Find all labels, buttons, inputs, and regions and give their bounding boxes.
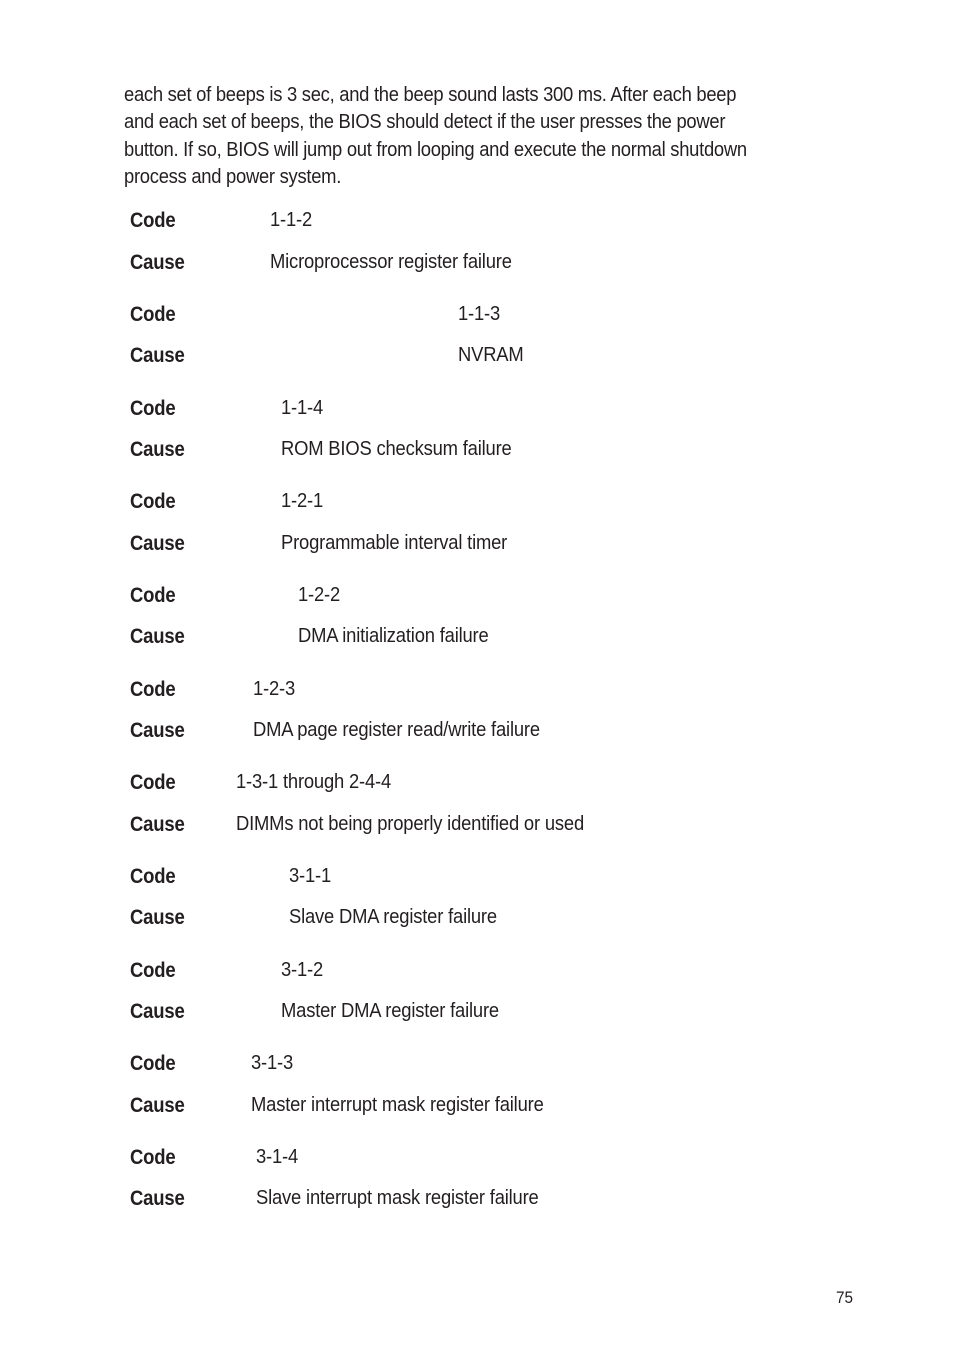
cause-row: [0, 906, 954, 936]
cause-row: [0, 719, 954, 749]
cause-value: Programmable interval timer: [281, 532, 508, 554]
code-row: [0, 1052, 954, 1082]
cause-value: ROM BIOS checksum failure: [281, 438, 512, 460]
code-row: [0, 771, 954, 801]
cause-label: Cause: [130, 813, 185, 836]
cause-value: Master interrupt mask register failure: [251, 1094, 544, 1116]
cause-value: Slave interrupt mask register failure: [256, 1187, 539, 1209]
code-value: 1-2-1: [281, 490, 324, 512]
code-label: Code: [130, 490, 176, 513]
cause-label: Cause: [130, 1000, 185, 1023]
cause-row: [0, 813, 954, 843]
cause-row: [0, 625, 954, 655]
cause-value: DIMMs not being properly identified or used: [236, 813, 585, 835]
code-value: 1-1-4: [281, 397, 324, 419]
cause-row: [0, 1094, 954, 1124]
cause-row: [0, 1000, 954, 1030]
code-row: [0, 1146, 954, 1176]
cause-label: Cause: [130, 251, 185, 274]
code-row: [0, 678, 954, 708]
cause-label: Cause: [130, 625, 185, 648]
code-row: [0, 303, 954, 333]
cause-row: [0, 532, 954, 562]
cause-value: Master DMA register failure: [281, 1000, 499, 1022]
code-row: [0, 584, 954, 614]
code-label: Code: [130, 303, 176, 326]
cause-label: Cause: [130, 1187, 185, 1210]
code-value: 1-1-2: [270, 209, 313, 231]
code-label: Code: [130, 678, 176, 701]
code-value: 3-1-2: [281, 959, 324, 981]
code-value: 1-2-2: [298, 584, 341, 606]
code-row: [0, 959, 954, 989]
page-number: 75: [836, 1288, 854, 1307]
cause-label: Cause: [130, 438, 185, 461]
cause-value: DMA initialization failure: [298, 625, 489, 647]
cause-value: Microprocessor register failure: [270, 251, 512, 273]
cause-label: Cause: [130, 344, 185, 367]
intro-line: button. If so, BIOS will jump out from looping and execute the normal shutdown: [124, 138, 747, 161]
cause-row: [0, 438, 954, 468]
intro-line: process and power system.: [124, 165, 342, 188]
code-row: [0, 865, 954, 895]
code-value: 1-2-3: [253, 678, 296, 700]
cause-label: Cause: [130, 532, 185, 555]
cause-row: [0, 251, 954, 281]
code-value: 3-1-3: [251, 1052, 294, 1074]
code-value: 3-1-1: [289, 865, 332, 887]
code-label: Code: [130, 397, 176, 420]
intro-line: and each set of beeps, the BIOS should detect if the user presses the power: [124, 111, 726, 134]
cause-value: Slave DMA register failure: [289, 906, 497, 928]
intro-paragraph: [124, 82, 805, 191]
code-value: 3-1-4: [256, 1146, 299, 1168]
code-label: Code: [130, 584, 176, 607]
code-label: Code: [130, 1146, 176, 1169]
code-row: [0, 397, 954, 427]
code-label: Code: [130, 209, 176, 232]
cause-value: NVRAM: [458, 344, 524, 366]
code-label: Code: [130, 771, 176, 794]
code-label: Code: [130, 865, 176, 888]
code-value: 1-3-1 through 2-4-4: [236, 771, 392, 793]
cause-label: Cause: [130, 906, 185, 929]
code-label: Code: [130, 959, 176, 982]
intro-line: each set of beeps is 3 sec, and the beep sound lasts 300 ms. After each beep: [124, 84, 737, 106]
cause-row: [0, 344, 954, 374]
cause-label: Cause: [130, 719, 185, 742]
code-row: [0, 209, 954, 239]
code-value: 1-1-3: [458, 303, 501, 325]
cause-row: [0, 1187, 954, 1217]
code-label: Code: [130, 1052, 176, 1075]
code-row: [0, 490, 954, 520]
cause-label: Cause: [130, 1094, 185, 1117]
cause-value: DMA page register read/write failure: [253, 719, 540, 741]
